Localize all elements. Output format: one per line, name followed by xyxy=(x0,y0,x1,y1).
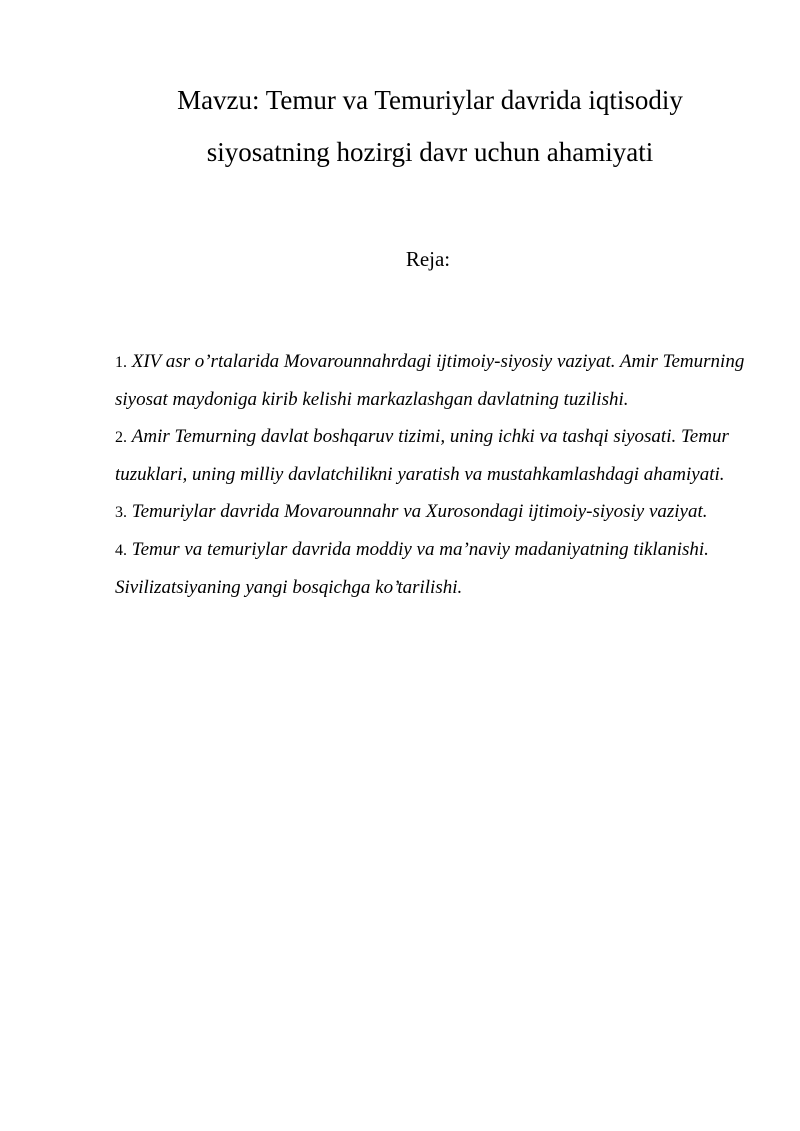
plan-list xyxy=(115,343,745,606)
plan-heading: Reja: xyxy=(405,247,451,271)
plan-item xyxy=(115,343,745,418)
document-title xyxy=(100,74,760,178)
plan-item-text: Amir Temurning davlat boshqaruv tizimi, uning ichki va tashqi siyosati. Temur tuzuklari, uning milliy davlatchilikni yaratish va mustahkamlashdagi ahamiyati. xyxy=(115,426,729,485)
title-line-1: Mavzu: Temur va Temuriylar davrida iqtisodiy xyxy=(177,85,683,115)
plan-item-number: 3. xyxy=(115,504,127,521)
plan-item-number: 1. xyxy=(115,354,127,371)
plan-item xyxy=(115,493,745,531)
plan-item xyxy=(115,418,745,493)
plan-item-text: Temuriylar davrida Movarounnahr va Xurosondagi ijtimoiy-siyosiy vaziyat. xyxy=(131,501,708,522)
title-line-2: siyosatning hozirgi davr uchun ahamiyati xyxy=(206,137,654,167)
plan-item xyxy=(115,531,745,606)
plan-item-number: 2. xyxy=(115,429,127,446)
plan-item-number: 4. xyxy=(115,542,127,559)
plan-item-text: XIV asr o’rtalarida Movarounnahrdagi ijtimoiy-siyosiy vaziyat. Amir Temurning siyosat maydoniga kirib kelishi markazlashgan davlatning tuzilishi. xyxy=(115,351,745,410)
plan-item-text: Temur va temuriylar davrida moddiy va ma’naviy madaniyatning tiklanishi. Sivilizatsiyaning yangi bosqichga ko’tarilishi. xyxy=(115,539,709,598)
